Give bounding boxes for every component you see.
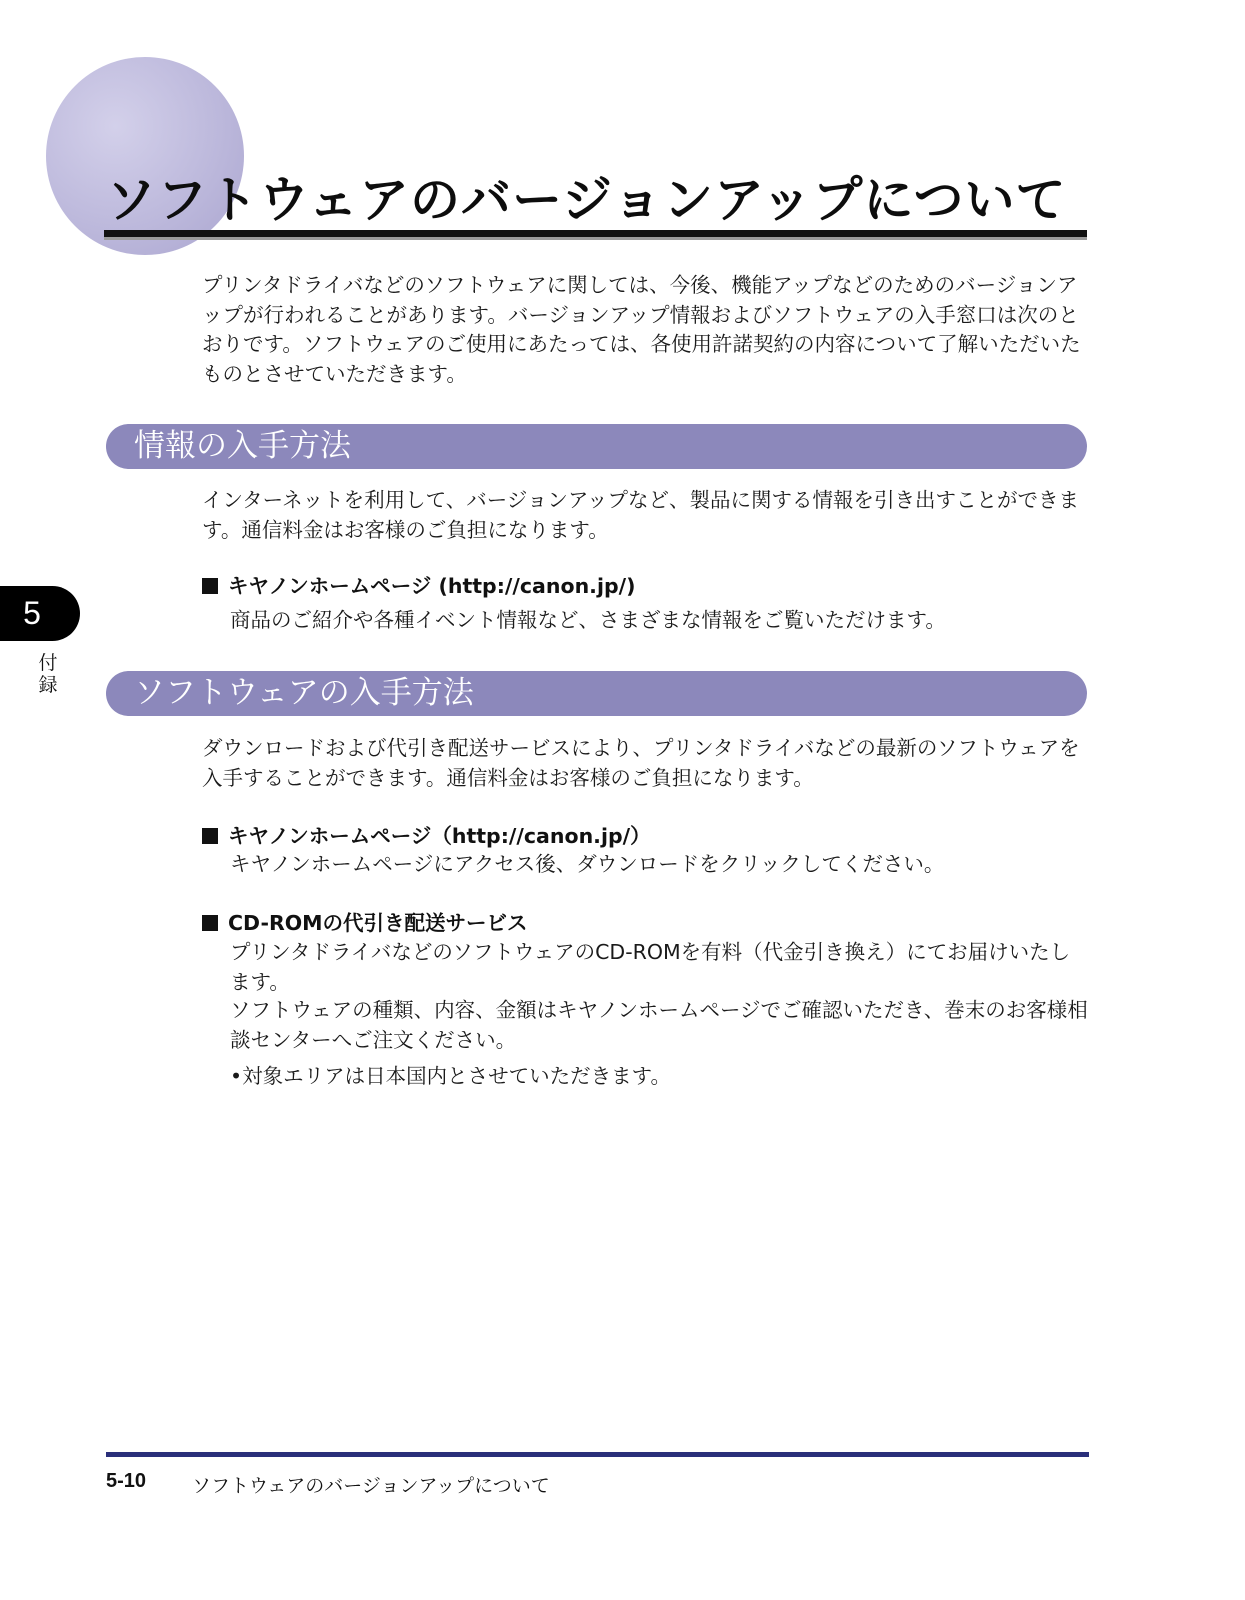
chapter-label: 付録 [38,652,58,696]
subheading-text: キヤノンホームページ (http://canon.jp/) [228,574,636,598]
square-bullet-icon [202,828,218,844]
section-header-info [106,424,1087,469]
section-title-software: ソフトウェアの入手方法 [134,675,474,711]
intro-paragraph: プリンタドライバなどのソフトウェアに関しては、今後、機能アップなどのためのバージョンアップが行われることがあります。バージョンアップ情報およびソフトウェアの入手窓口は次のとおりです。ソフトウェアのご使用にあたっては、各使用許諾契約の内容について了解いただいたものとさせていただきます。 [202,273,1081,386]
subheading-text: CD-ROMの代引き配送サービス [228,911,528,935]
subheading-cdrom-delivery [202,909,528,937]
footer-rule [106,1452,1089,1457]
subheading-text: キヤノンホームページ（http://canon.jp/） [228,824,651,848]
chapter-tab [0,586,80,641]
square-bullet-icon [202,915,218,931]
subheading-canon-homepage-info [202,572,636,600]
section-title-info: 情報の入手方法 [134,428,351,464]
section-software-body: ダウンロードおよび代引き配送サービスにより、プリンタドライバなどの最新のソフトウェアを入手することができます。通信料金はお客様のご負担になります。 [202,736,1080,790]
subheading-canon-homepage-download [202,822,651,850]
cdrom-delivery-text-2: ソフトウェアの種類、内容、金額はキヤノンホームページでご確認いただき、巻末のお客様相談センターへご注文ください。 [230,998,1088,1052]
section-info-body: インターネットを利用して、バージョンアップなど、製品に関する情報を引き出すことができます。通信料金はお客様のご負担になります。 [202,488,1079,542]
chapter-number: 5 [23,595,41,631]
canon-homepage-info-text: 商品のご紹介や各種イベント情報など、さまざまな情報をご覧いただけます。 [230,608,946,632]
title-underline [104,230,1087,237]
title-underline-shadow [104,237,1087,240]
canon-homepage-download-text: キヤノンホームページにアクセス後、ダウンロードをクリックしてください。 [230,852,945,876]
page-title: ソフトウェアのバージョンアップについて [106,171,1067,229]
cdrom-delivery-text-1: プリンタドライバなどのソフトウェアのCD-ROMを有料（代金引き換え）にてお届けいたします。 [230,940,1071,994]
section-header-software [106,671,1087,716]
square-bullet-icon [202,578,218,594]
bullet-target-area: •対象エリアは日本国内とさせていただきます。 [230,1064,671,1088]
footer-page-number: 5-10 [106,1470,147,1492]
footer-title: ソフトウェアのバージョンアップについて [192,1475,550,1497]
